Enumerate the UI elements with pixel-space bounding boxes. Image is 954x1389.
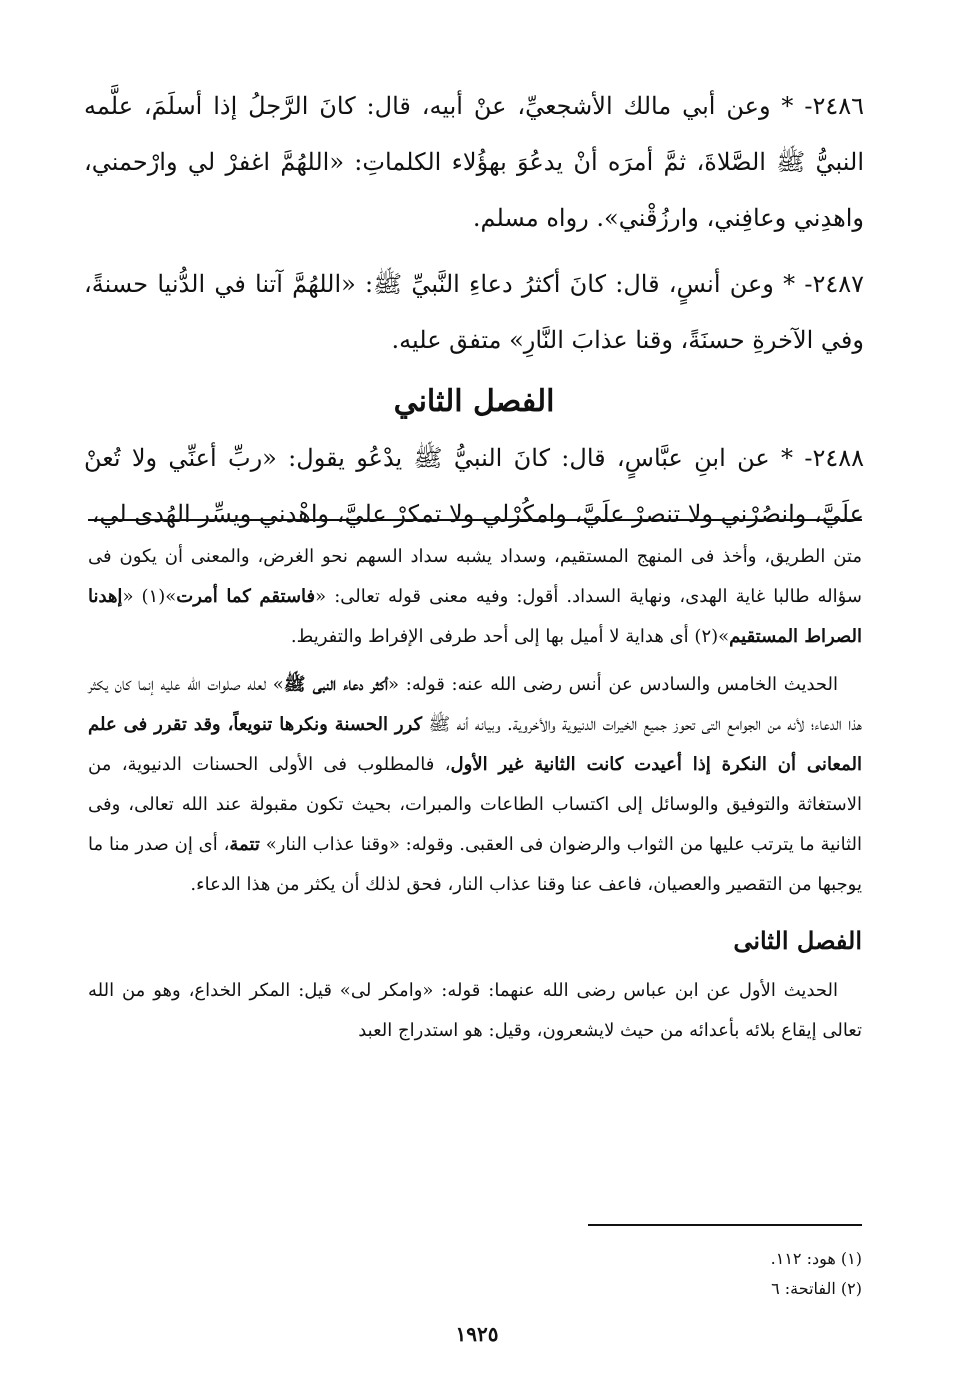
commentary-paragraph-2: الحديث الخامس والسادس عن أنس رضى الله عنه: قوله: «أكثر دعاء النبى ﷺ» لعله صلوات الله عليه إنما كان يكثر هذا الدعاء؛ لأنه من الجوامع التى تحوز جميع الخيرات الدنيوية والأخروية. وبيانه أنه ﷺ كرر الحسنة ونكرها تنويعاً، وقد تقرر فى علم المعانى أن النكرة إذا أعيدت كانت الثانية غير الأول، فالمطلوب فى الأولى الحسنات الدنيوية، من الاستغاثة والتوفيق والوسائل إلى اكتساب الطاعات والمبرات، بحيث تكون مقبولة عند الله تعالى، وفى الثانية ما يترتب عليها من الثواب والرضوان فى العقبى. وقوله: «وقنا عذاب النار» تتمة، أى إن صدر منا ما يوجبها من التقصير والعصيان، فاعف عنا وقنا عذاب النار، فحق لذلك أن يكثر من هذا الدعاء. [88,674,862,895]
footnotes [600,1244,862,1304]
section-heading: الفصل الثاني [393,384,555,419]
quran-quote-1: فاستقم كما أمرت [176,586,316,607]
footnote-1: (١) هود: ١١٢. [770,1249,862,1268]
footnote-2: (٢) الفاتحة: ٦ [771,1279,862,1298]
emphasis-rule: كرر الحسنة ونكرها تنويعاً، وقد تقرر فى علم المعانى أن النكرة إذا أعيدت كانت الثانية غير الأول [88,714,862,775]
hadith-text-block [84,78,864,552]
commentary-block [88,537,862,1059]
page-number: ١٩٢٥ [455,1322,499,1346]
emphasis-quote: أكثر دعاء النبى ﷺ [283,674,389,695]
commentary-paragraph-3: الحديث الأول عن ابن عباس رضى الله عنهما: قوله: «وامكر لى» قيل: المكر الخداع، وهو من الله تعالى إيقاع بلائه بأعدائه من حيث لايشعرون، وقيل: هو استدراج العبد [88,980,862,1041]
commentary-section-heading: الفصل الثانى [733,926,862,955]
quran-quote-2: إهدنا الصراط المستقيم [88,586,862,647]
hadith-2486: ٢٤٨٦- * وعن أبي مالك الأشجعيِّ، عنْ أبيه، قال: كانَ الرَّجلُ إذا أسلَمَ، علَّمه النبيُّ ﷺ الصَّلاةَ، ثمَّ أمرَه أنْ يدعُوَ بهؤُلاء الكلماتِ: «اللهُمَّ اغفرْ لي وارْحمني، واهدِني وعافِني، وارزُقْني». رواه مسلم. [84,92,864,232]
hadith-2487: ٢٤٨٧- * وعن أنسٍ، قال: كانَ أكثرُ دعاءِ النَّبيِّ ﷺ: «اللهُمَّ آتنا في الدُّنيا حسنةً، وفي الآخرةِ حسنَةً، وقنا عذابَ النَّارِ» متفق عليه. [84,270,864,354]
hadith-2488: ٢٤٨٨- * عن ابنِ عبَّاسٍ، قال: كانَ النبيُّ ﷺ يدْعُو يقول: «ربِّ أعنِّي ولا تُعنْ علَيَّ، وانصُرْني ولا تنصرْ علَيَّ، وامكُرْلي ولا تمكرْ عليَّ، واهْدني ويسِّر الهُدى لي، [84,444,864,528]
commentary-divider [88,519,862,521]
footnote-divider [588,1224,862,1226]
emphasis-word: تتمة [229,834,260,855]
commentary-paragraph-1: متن الطريق، وأخذ فى المنهج المستقيم، وسداد يشبه سداد السهم نحو الغرض، والمعنى أن يكون فى سؤاله طالبا غاية الهدى، ونهاية السداد. أقول: وفيه معنى قوله تعالى: «فاستقم كما أمرت»(١) «إهدنا الصراط المستقيم»(٢) أى هداية لا أميل بها إلى أحد طرفى الإفراط والتفريط. [88,546,862,647]
